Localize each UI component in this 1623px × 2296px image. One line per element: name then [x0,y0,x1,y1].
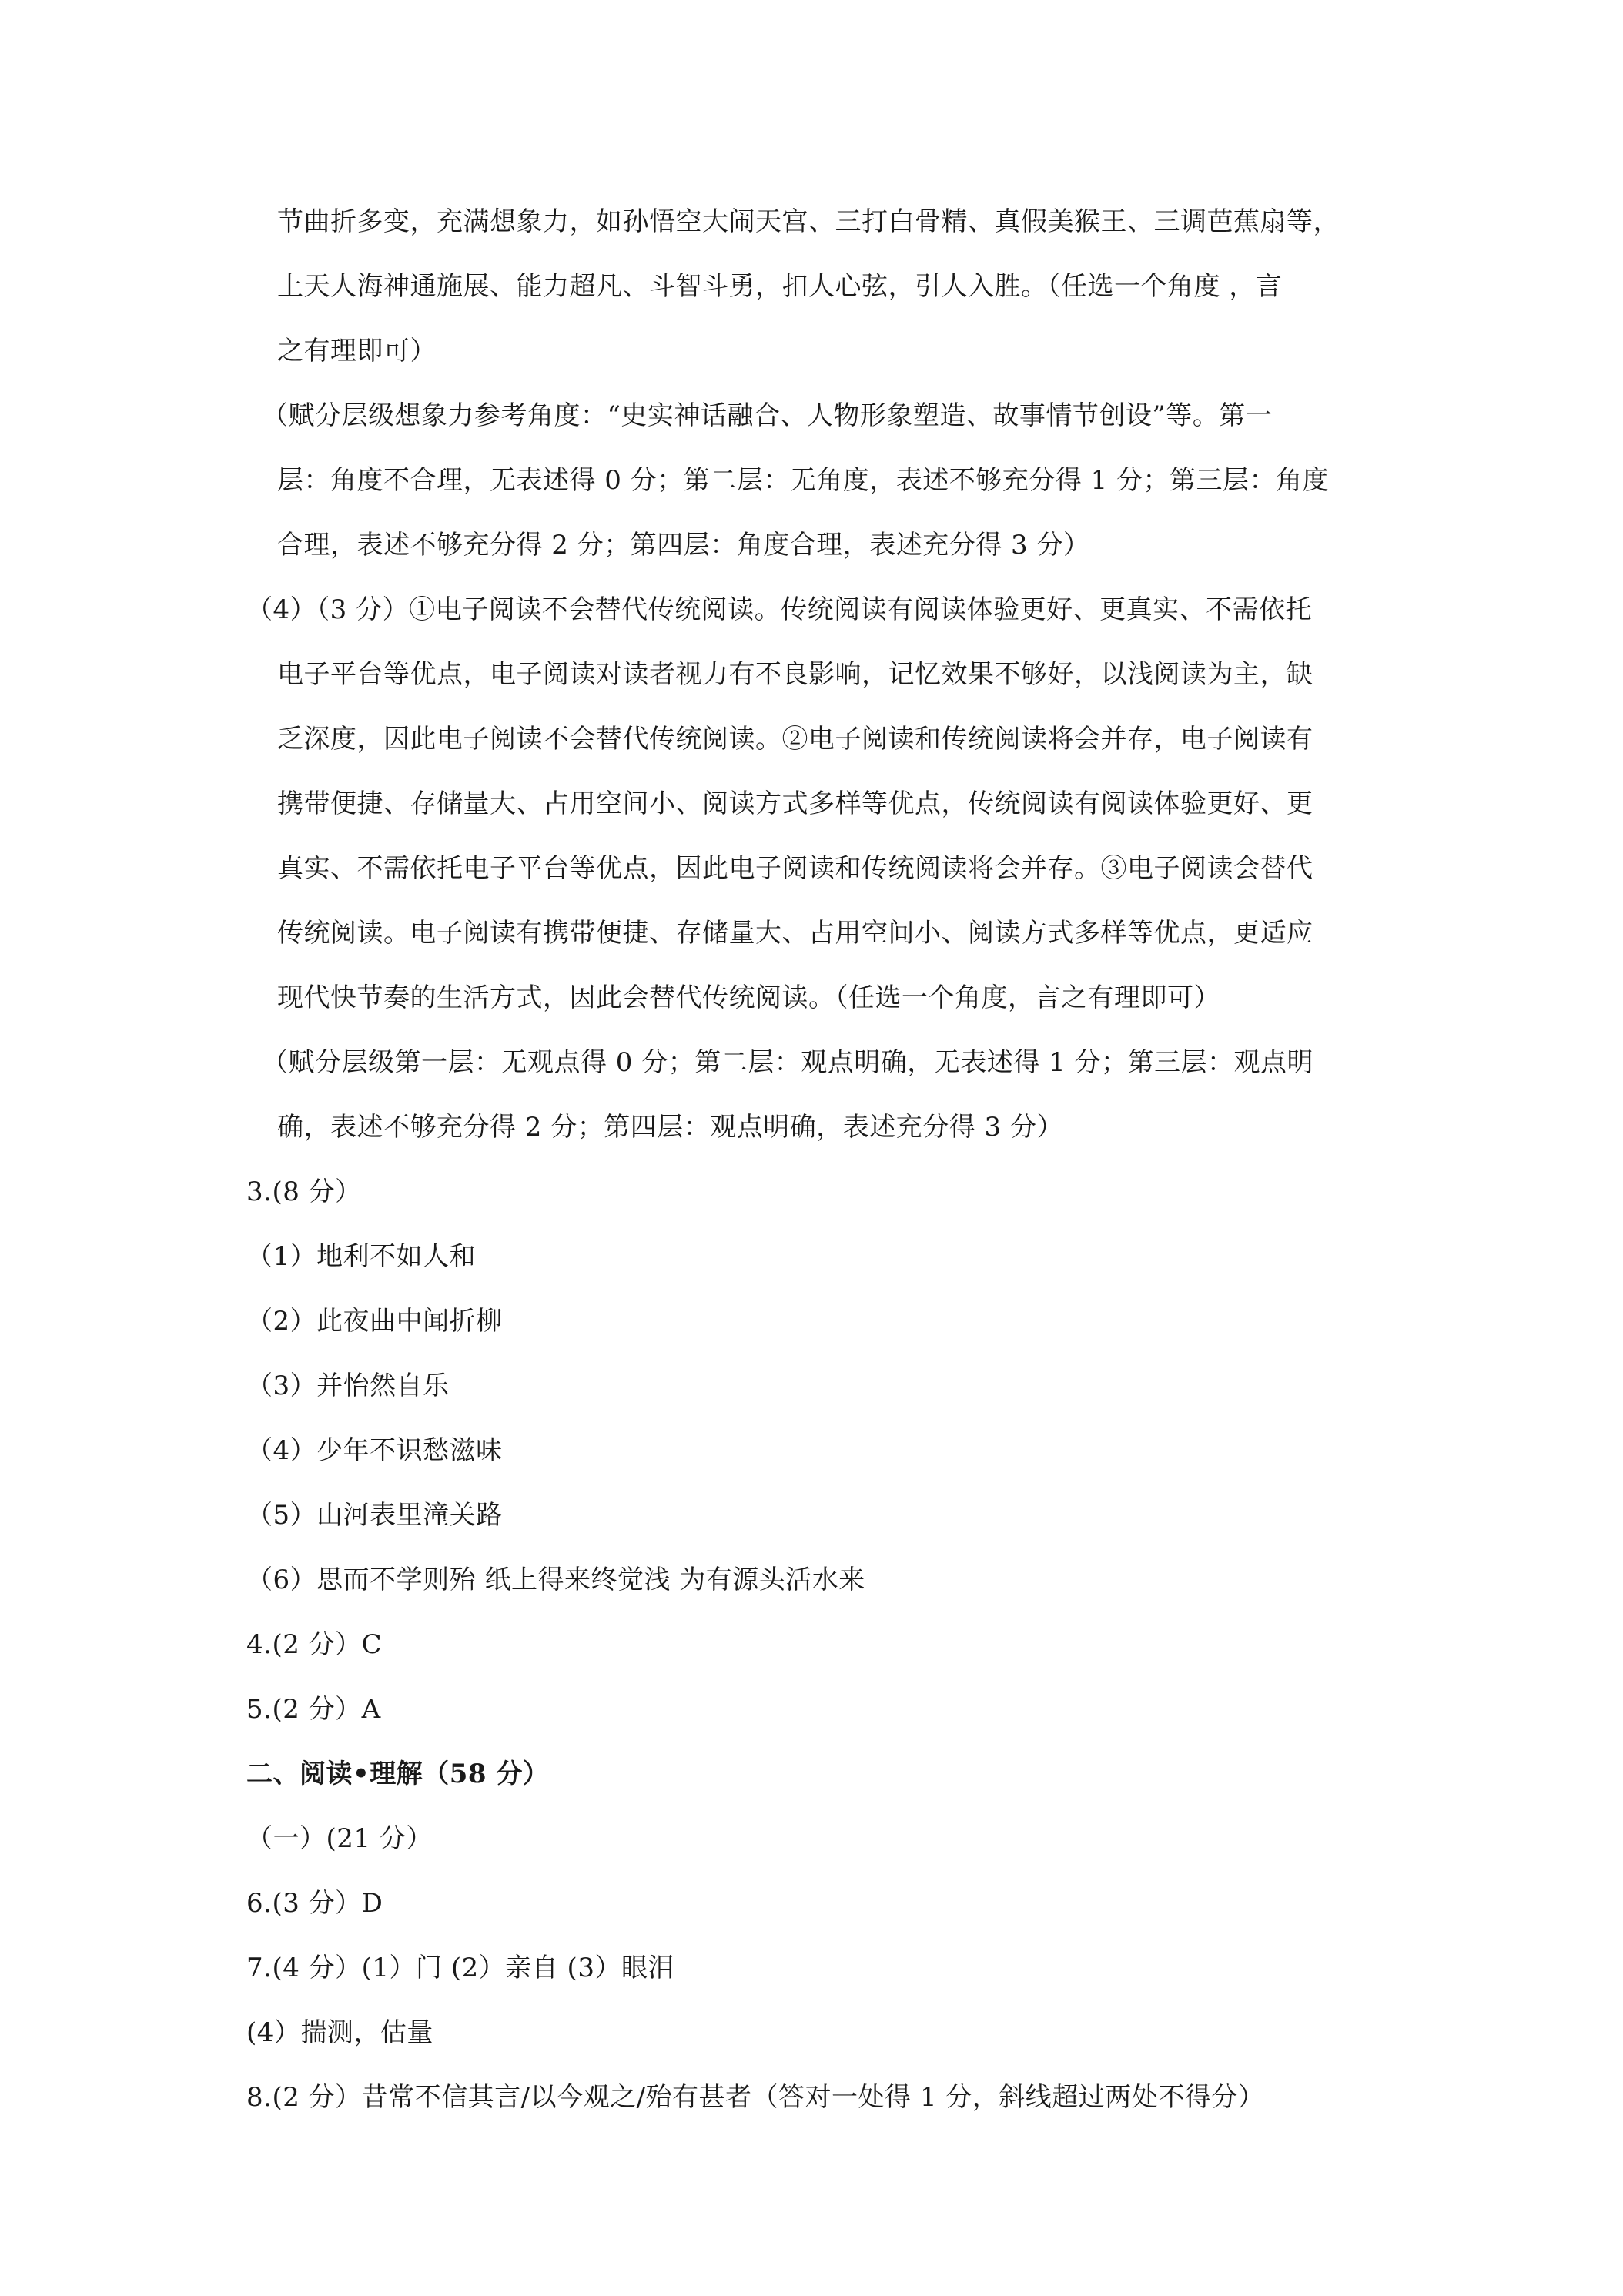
answer-line: （5）山河表里潼关路 [246,1500,503,1531]
answer-line: 7.(4 分）(1）门 (2）亲自 (3）眼泪 [246,1953,674,1983]
text-line: 节曲折多变，充满想象力，如孙悟空大闹天宫、三打白骨精、真假美猴王、三调芭蕉扇等， [277,206,1340,237]
answer-line: 8.(2 分）昔常不信其言/以今观之/殆有甚者（答对一处得 1 分，斜线超过两处不得分） [246,2082,1265,2113]
answer-line: （4）少年不识愁滋味 [246,1435,503,1466]
text-line: 上天人海神通施展、能力超凡、斗智斗勇，扣人心弦，引人入胜。（任选一个角度 ，言 [277,271,1283,302]
answer-line: （3）并怡然自乐 [246,1371,450,1401]
text-line: 确，表述不够充分得 2 分；第四层：观点明确，表述充分得 3 分） [277,1112,1063,1143]
text-line: 层：角度不合理，无表述得 0 分；第二层：无角度，表述不够充分得 1 分；第三层：角度 [277,465,1329,496]
text-line: （4）（3 分）①电子阅读不会替代传统阅读。传统阅读有阅读体验更好、更真实、不需依托 [246,594,1313,625]
text-line: 传统阅读。电子阅读有携带便捷、存储量大、占用空间小、阅读方式多样等优点，更适应 [277,918,1313,949]
answer-line: （6）思而不学则殆 纸上得来终觉浅 为有源头活水来 [246,1565,865,1595]
text-line: 电子平台等优点，电子阅读对读者视力有不良影响，记忆效果不够好，以浅阅读为主，缺 [277,659,1313,690]
text-line: 携带便捷、存储量大、占用空间小、阅读方式多样等优点，传统阅读有阅读体验更好、更 [277,788,1313,819]
answer-line: （2）此夜曲中闻折柳 [246,1306,503,1337]
answer-line: （1）地利不如人和 [246,1241,477,1272]
answer-line: 4.(2 分）C [246,1629,383,1660]
text-line: 合理，表述不够充分得 2 分；第四层：角度合理，表述充分得 3 分） [277,530,1090,561]
answer-line: (4）揣测，估量 [246,2017,433,2048]
section-heading: 二、阅读•理解（58 分） [246,1759,550,1789]
answer-line: 6.(3 分）D [246,1888,383,1919]
text-line: 之有理即可） [277,336,437,366]
subsection-heading: （一）(21 分） [246,1823,433,1854]
text-line: 乏深度，因此电子阅读不会替代传统阅读。②电子阅读和传统阅读将会并存，电子阅读有 [277,724,1313,755]
text-line: 现代快节奏的生活方式，因此会替代传统阅读。（任选一个角度，言之有理即可） [277,982,1220,1013]
text-line: （赋分层级第一层：无观点得 0 分；第二层：观点明确，无表述得 1 分；第三层：观点明 [262,1047,1313,1078]
question-heading: 3.(8 分） [246,1176,362,1207]
text-line: （赋分层级想象力参考角度：“史实神话融合、人物形象塑造、故事情节创设”等。第一 [262,400,1273,431]
text-line: 真实、不需依托电子平台等优点，因此电子阅读和传统阅读将会并存。③电子阅读会替代 [277,853,1313,884]
answer-line: 5.(2 分）A [246,1694,381,1725]
